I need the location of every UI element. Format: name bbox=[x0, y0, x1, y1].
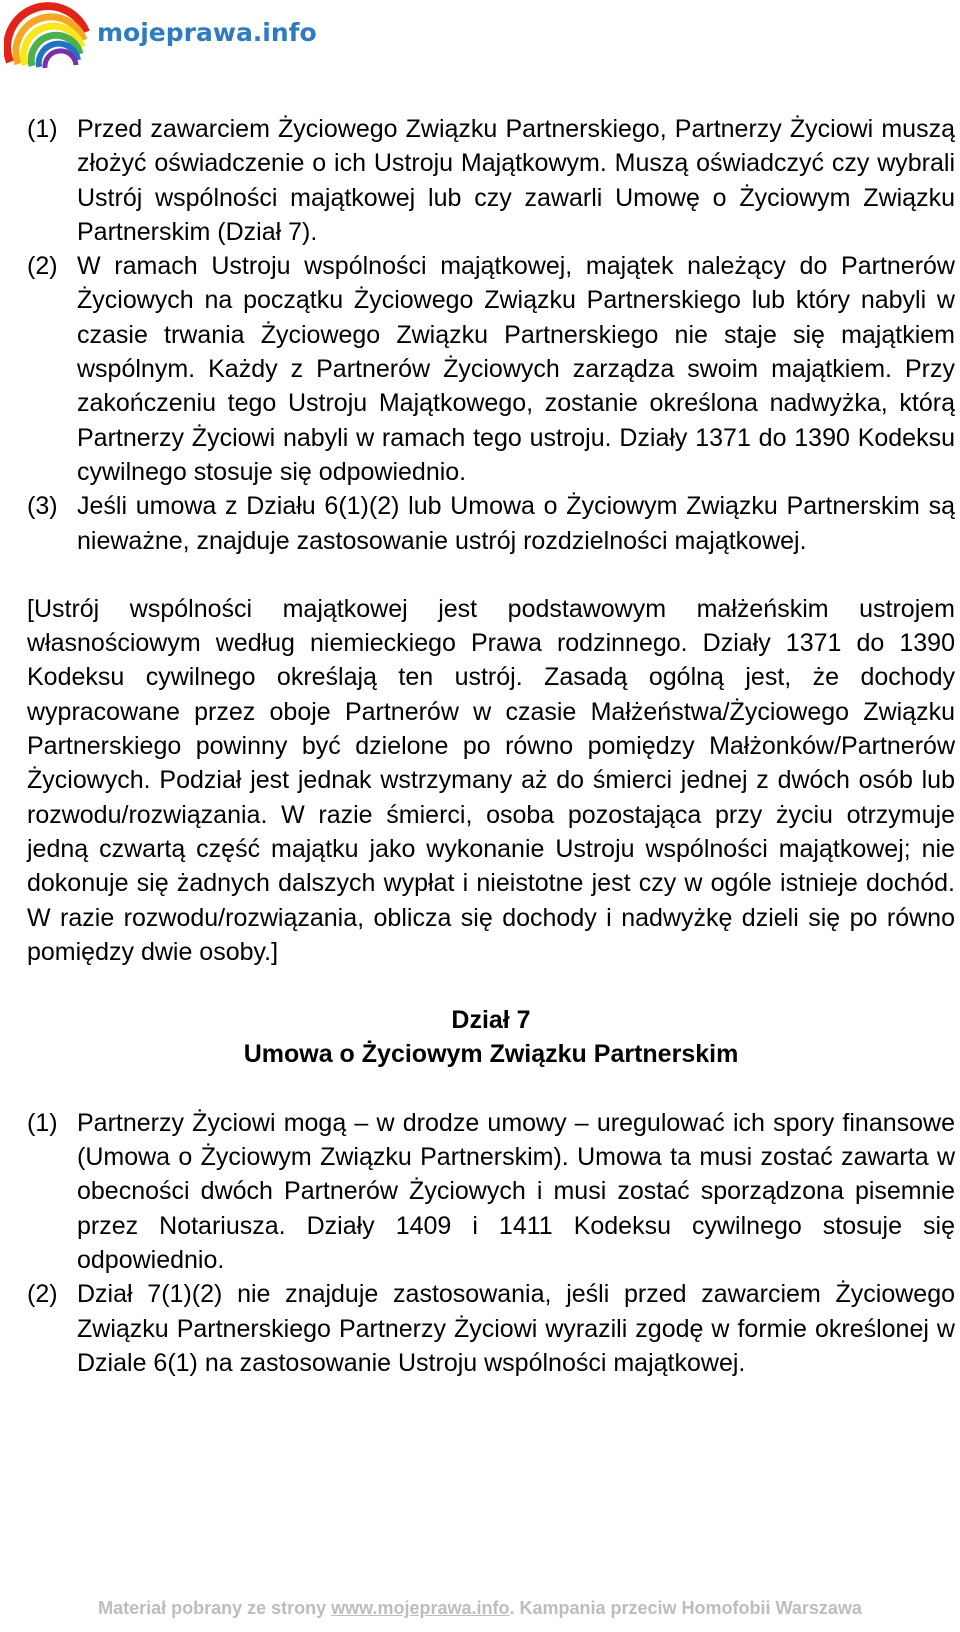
spacer bbox=[27, 1072, 955, 1106]
item-text: Jeśli umowa z Działu 6(1)(2) lub Umowa o Życiowym Związku Partnerskim są nieważne, znajduje zastosowanie ustrój rozdzielności majątkowej. bbox=[77, 492, 955, 555]
section-7-list bbox=[27, 1106, 955, 1380]
item-text: W ramach Ustroju wspólności majątkowej, majątek należący do Partnerów Życiowych na początku Życiowego Związku Partnerskiego lub który nabyli w czasie trwania Życiowego Związku Partnerskiego nie staje się majątkiem wspólnym. Każdy z Partnerów Życiowych zarządza swoim majątkiem. Przy zakończeniu tego Ustroju Majątkowego, zostanie określona nadwyżka, którą Partnerzy Życiowi nabyli w ramach tego ustroju. Działy 1371 do 1390 Kodeksu cywilnego stosuje się odpowiednio. bbox=[77, 252, 955, 486]
logo-text: mojeprawa.info bbox=[97, 18, 317, 47]
footer-link[interactable]: www.mojeprawa.info bbox=[331, 1598, 510, 1618]
list-item bbox=[27, 112, 955, 249]
item-text: Partnerzy Życiowi mogą – w drodze umowy – uregulować ich spory finansowe (Umowa o Życiowym Związku Partnerskim). Umowa ta musi zostać zawarta w obecności dwóch Partnerów Życiowych i musi zostać sporządzona pisemnie przez Notariusza. Działy 1409 i 1411 Kodeksu cywilnego stosuje się odpowiednio. bbox=[77, 1108, 955, 1274]
page-footer bbox=[0, 1598, 960, 1619]
item-text: Dział 7(1)(2) nie znajduje zastosowania, jeśli przed zawarciem Życiowego Związku Partnerskiego Partnerzy Życiowi wyrazili zgodę w formie określonej w Dziale 6(1) na zastosowanie Ustroju wspólności majątkowej. bbox=[77, 1280, 955, 1377]
list-item bbox=[27, 249, 955, 489]
list-item bbox=[27, 1106, 955, 1277]
spacer bbox=[27, 558, 955, 592]
section-1-list bbox=[27, 112, 955, 558]
site-logo[interactable] bbox=[4, 2, 317, 70]
footer-prefix: Materiał pobrany ze strony bbox=[98, 1598, 332, 1618]
item-number: (1) bbox=[27, 115, 58, 143]
explanatory-note: [Ustrój wspólności majątkowej jest podstawowym małżeńskim ustrojem własnościowym według niemieckiego Prawa rodzinnego. Działy 1371 do 1390 Kodeksu cywilnego określają ten ustrój. Zasadą ogólną jest, że dochody wypracowane przez oboje Partnerów w czasie Małżeństwa/Życiowego Związku Partnerskiego powinny być dzielone po równo pomiędzy Małżonków/Partnerów Życiowych. Podział jest jednak wstrzymany aż do śmierci jednej z dwóch osób lub rozwodu/rozwiązania. W razie śmierci, osoba pozostająca przy życiu otrzymuje jedną czwartą część majątku jako wykonanie Ustroju wspólności majątkowej; nie dokonuje się żadnych dalszych wypłat i nieistotne jest czy w ogóle istnieje dochód. W razie rozwodu/rozwiązania, oblicza się dochody i nadwyżkę dzieli się po równo pomiędzy dwie osoby.] bbox=[27, 594, 955, 966]
footer-suffix: . Kampania przeciw Homofobii Warszawa bbox=[509, 1598, 862, 1618]
item-number: (1) bbox=[27, 1108, 58, 1137]
item-number: (2) bbox=[27, 1280, 58, 1309]
section-heading-number: Dział 7 bbox=[451, 1006, 531, 1035]
section-heading-title: Umowa o Życiowym Związku Partnerskim bbox=[243, 1040, 739, 1069]
item-number: (2) bbox=[27, 252, 58, 281]
list-item bbox=[27, 1277, 955, 1380]
document-body bbox=[27, 112, 955, 1380]
item-number: (3) bbox=[27, 492, 58, 521]
spacer bbox=[27, 969, 955, 1003]
item-text: Przed zawarciem Życiowego Związku Partnerskiego, Partnerzy Życiowi muszą złożyć oświadczenie o ich Ustroju Majątkowym. Muszą oświadczyć czy wybrali Ustrój wspólności majątkowej lub czy zawarli Umowę o Życiowym Związku Partnerskim (Dział 7). bbox=[77, 115, 955, 246]
rainbow-logo-icon bbox=[4, 2, 94, 70]
list-item bbox=[27, 489, 955, 558]
